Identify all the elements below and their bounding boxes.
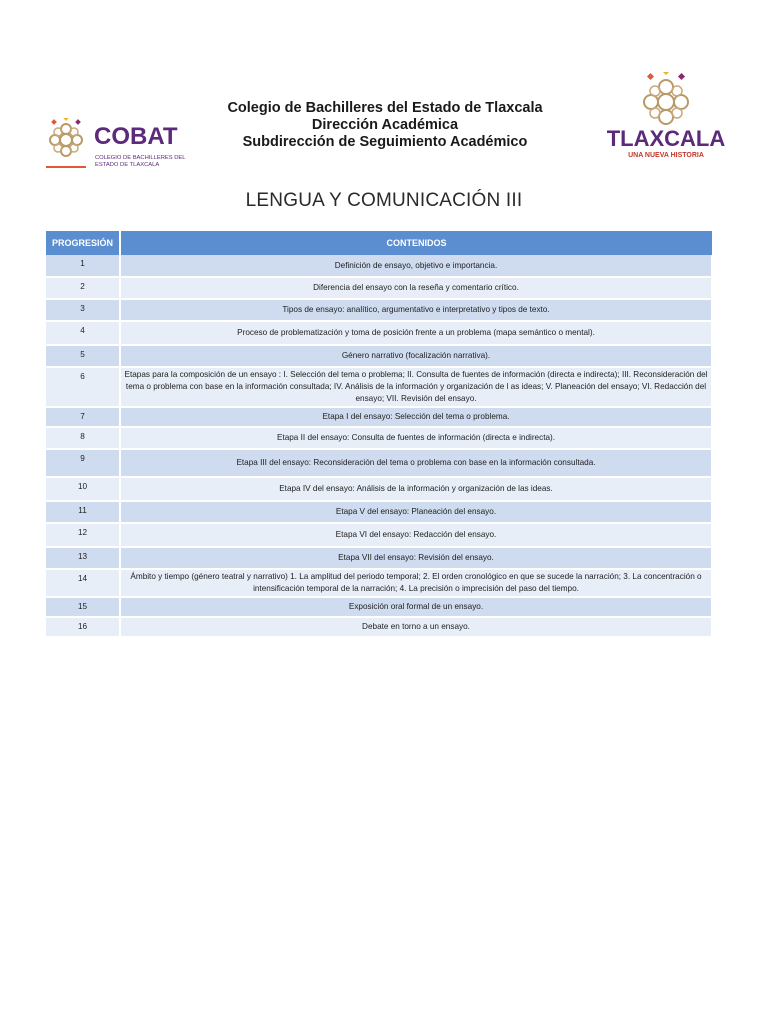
table-row bbox=[46, 449, 712, 477]
header-line-1: Colegio de Bachilleres del Estado de Tlaxcala bbox=[227, 100, 543, 116]
progression-number: 11 bbox=[46, 501, 120, 523]
cobat-name: COBAT bbox=[94, 123, 178, 150]
content-cell: Etapa IV del ensayo: Análisis de la información y organización de las ideas. bbox=[120, 477, 712, 501]
progression-number: 15 bbox=[46, 597, 120, 617]
page-title: LENGUA Y COMUNICACIÓN III bbox=[245, 190, 523, 211]
table-row bbox=[46, 427, 712, 449]
progression-number: 5 bbox=[46, 345, 120, 367]
content-cell: Etapa III del ensayo: Reconsideración del tema o problema con base en la información consultada. bbox=[120, 449, 712, 477]
progression-number: 4 bbox=[46, 321, 120, 345]
content-cell: Diferencia del ensayo con la reseña y comentario crítico. bbox=[120, 277, 712, 299]
progression-number: 13 bbox=[46, 547, 120, 569]
progression-number: 16 bbox=[46, 617, 120, 637]
table-row bbox=[46, 597, 712, 617]
progression-number: 10 bbox=[46, 477, 120, 501]
progression-number: 8 bbox=[46, 427, 120, 449]
tlaxcala-name: TLAXCALA bbox=[606, 126, 726, 151]
table-row bbox=[46, 547, 712, 569]
progression-number: 12 bbox=[46, 523, 120, 547]
table-header-row bbox=[46, 231, 712, 255]
table-row bbox=[46, 345, 712, 367]
column-header-contenidos: CONTENIDOS bbox=[120, 231, 712, 255]
progression-number: 9 bbox=[46, 449, 120, 477]
content-cell: Etapa I del ensayo: Selección del tema o problema. bbox=[120, 407, 712, 427]
header-line-3: Subdirección de Seguimiento Académico bbox=[242, 134, 528, 150]
content-cell: Exposición oral formal de un ensayo. bbox=[120, 597, 712, 617]
flower-emblem-icon bbox=[596, 72, 736, 164]
table-row bbox=[46, 569, 712, 597]
content-cell: Debate en torno a un ensayo. bbox=[120, 617, 712, 637]
table-row bbox=[46, 617, 712, 637]
tlaxcala-logo bbox=[596, 72, 736, 164]
table-row bbox=[46, 477, 712, 501]
progression-number: 6 bbox=[46, 367, 120, 407]
content-cell: Etapas para la composición de un ensayo : I. Selección del tema o problema; II. Consulta de fuentes de información (directa e indirecta); III. Reconsideración del tema o problema con base en la información consultada; IV. Análisis de la información y organización de l as ideas; V. Planeación del ensayo; VI. Redacción del ensayo; VII. Revisión del ensayo. bbox=[120, 367, 712, 407]
table-row bbox=[46, 277, 712, 299]
content-cell: Género narrativo (focalización narrativa). bbox=[120, 345, 712, 367]
content-cell: Etapa VI del ensayo: Redacción del ensayo. bbox=[120, 523, 712, 547]
table-row bbox=[46, 367, 712, 407]
cobat-subtitle-2: ESTADO DE TLAXCALA bbox=[95, 162, 160, 168]
table-row bbox=[46, 321, 712, 345]
content-cell: Ámbito y tiempo (género teatral y narrativo) 1. La amplitud del periodo temporal; 2. El orden cronológico en que se sucede la narración; 3. La concentración o intensificación temporal de la narración; 4. La precisión o imprecisión del paso del tiempo. bbox=[120, 569, 712, 597]
progression-number: 14 bbox=[46, 569, 120, 597]
flower-emblem-icon bbox=[44, 118, 214, 174]
institution-header bbox=[200, 100, 570, 151]
blank-page-area bbox=[0, 652, 768, 1024]
table-row bbox=[46, 407, 712, 427]
content-cell: Proceso de problematización y toma de posición frente a un problema (mapa semántico o mental). bbox=[120, 321, 712, 345]
cobat-subtitle-1: COLEGIO DE BACHILLERES DEL bbox=[95, 155, 186, 161]
progression-number: 7 bbox=[46, 407, 120, 427]
table-row bbox=[46, 299, 712, 321]
progression-number: 2 bbox=[46, 277, 120, 299]
content-cell: Definición de ensayo, objetivo e importancia. bbox=[120, 255, 712, 277]
progression-number: 3 bbox=[46, 299, 120, 321]
table-row bbox=[46, 501, 712, 523]
progression-table bbox=[46, 231, 713, 638]
table-row bbox=[46, 255, 712, 277]
header-line-2: Dirección Académica bbox=[311, 117, 459, 133]
progression-number: 1 bbox=[46, 255, 120, 277]
content-cell: Etapa VII del ensayo: Revisión del ensayo. bbox=[120, 547, 712, 569]
tlaxcala-tagline: UNA NUEVA HISTORIA bbox=[628, 152, 704, 159]
content-cell: Etapa V del ensayo: Planeación del ensayo. bbox=[120, 501, 712, 523]
content-cell: Tipos de ensayo: analítico, argumentativo e interpretativo y tipos de texto. bbox=[120, 299, 712, 321]
cobat-logo bbox=[44, 118, 214, 174]
column-header-progresion: PROGRESIÓN bbox=[46, 231, 120, 255]
table-row bbox=[46, 523, 712, 547]
content-cell: Etapa II del ensayo: Consulta de fuentes de información (directa e indirecta). bbox=[120, 427, 712, 449]
